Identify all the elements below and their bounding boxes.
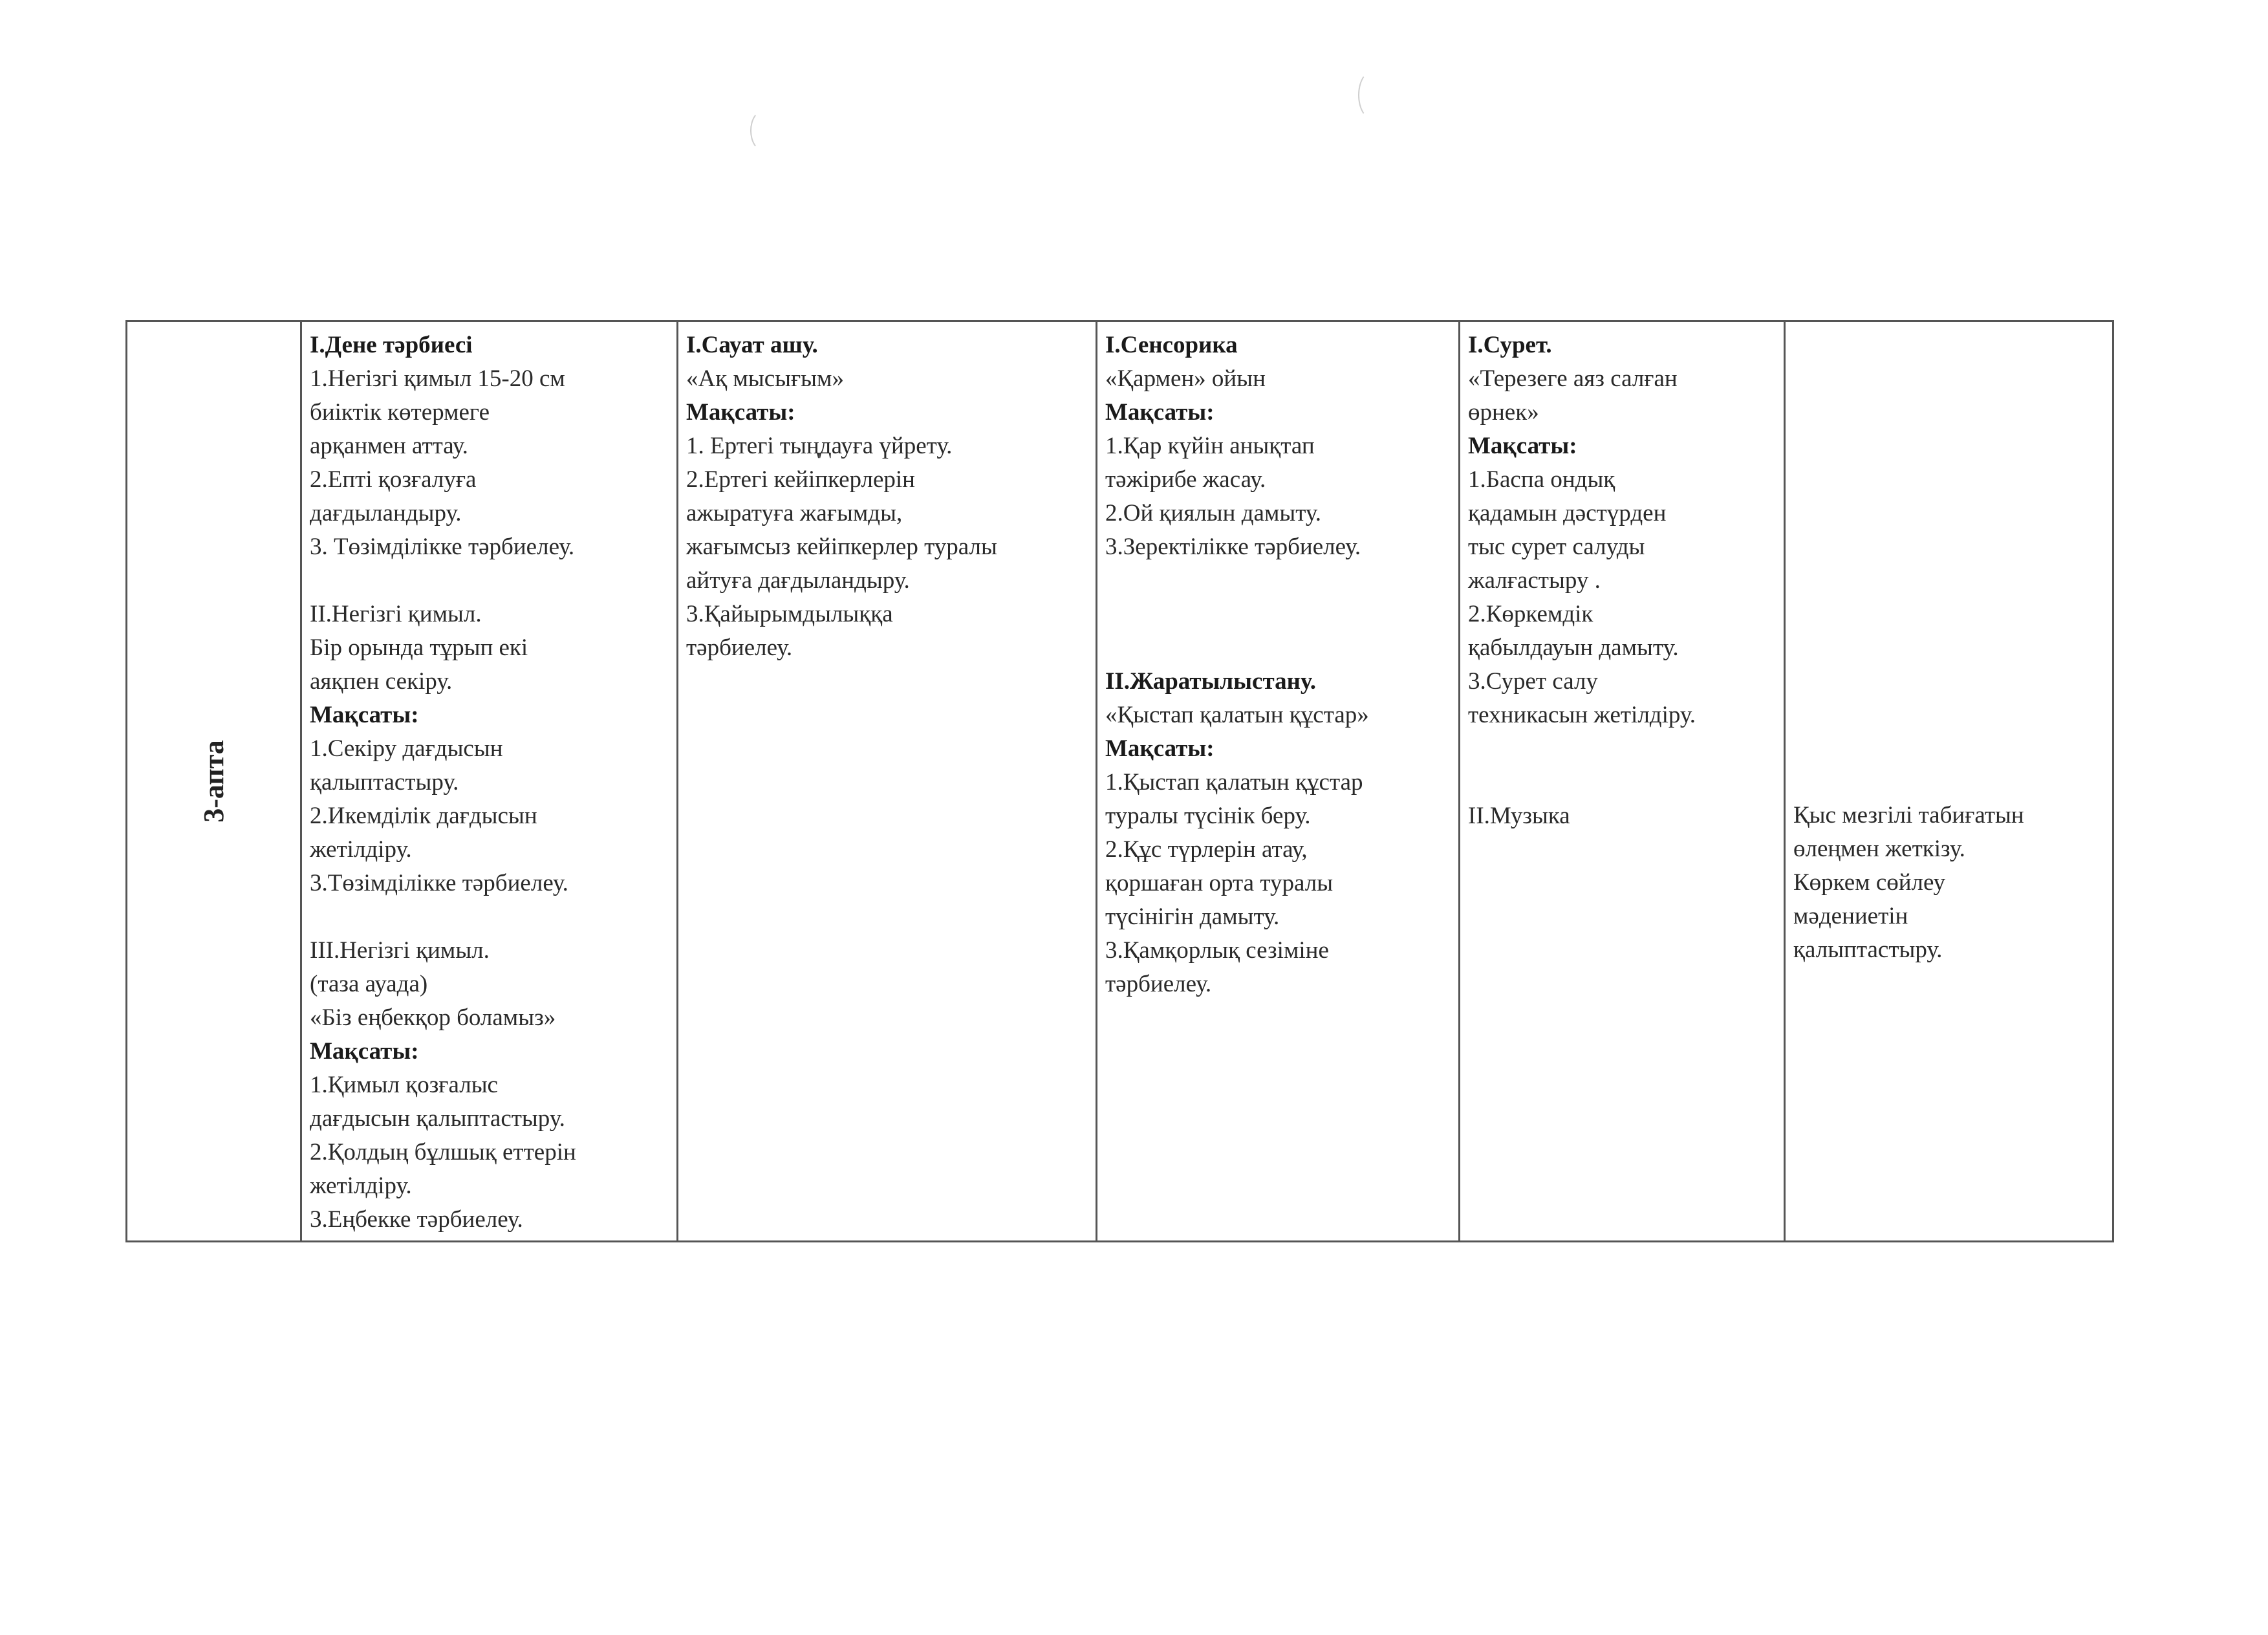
text-line: 1.Секіру дағдысын — [310, 735, 503, 762]
section-heading: Мақсаты: — [310, 702, 419, 728]
section-heading: І.Сурет. — [1468, 332, 1552, 358]
text-line: қадамын дәстүрден — [1468, 500, 1667, 526]
text-line: 2.Құс түрлерін атау, — [1105, 836, 1308, 863]
text-line: қоршаған орта туралы — [1105, 870, 1334, 896]
text-line: биіктік көтермеге — [310, 399, 490, 426]
section-heading: Мақсаты: — [310, 1038, 419, 1065]
text-line: тыс сурет салуды — [1468, 534, 1645, 560]
text-line: айтуға дағдыландыру. — [686, 567, 910, 594]
text-line: «Біз еңбекқор боламыз» — [310, 1004, 556, 1031]
section-heading: ІІ.Жаратылыстану. — [1105, 668, 1316, 695]
text-line: 3.Қамқорлық сезіміне — [1105, 937, 1329, 964]
week-label: 3-апта — [197, 740, 230, 823]
text-line: 3.Төзімділікке тәрбиелеу. — [310, 870, 568, 896]
sensory-nature-cell — [1097, 321, 1460, 1242]
text-line: «Қыстап қалатын құстар» — [1105, 702, 1369, 728]
lesson-plan-table — [125, 320, 2114, 1242]
text-line: Қыс мезгілі табиғатын — [1793, 802, 2024, 828]
text-line: мәдениетін — [1793, 903, 1908, 929]
text-line: техникасын жетілдіру. — [1468, 702, 1696, 728]
text-line: ІІ.Музыка — [1468, 803, 1570, 829]
text-line: жалғастыру . — [1468, 567, 1601, 594]
spacer — [310, 900, 669, 934]
section-heading: Мақсаты: — [1468, 433, 1577, 459]
text-line: 3.Еңбекке тәрбиелеу. — [310, 1206, 523, 1233]
text-line: 1. Ертегі тыңдауға үйрету. — [686, 433, 953, 459]
text-line: 3. Төзімділікке тәрбиелеу. — [310, 534, 575, 560]
section-heading: Мақсаты: — [1105, 735, 1215, 762]
text-line: 3.Қайырымдылыққа — [686, 601, 893, 627]
text-line: «Қармен» ойын — [1105, 365, 1266, 392]
text-line: ІІІ.Негізгі қимыл. — [310, 937, 490, 964]
text-line: 2.Ертегі кейіпкерлерін — [686, 466, 915, 493]
text-line: 1.Қыстап қалатын құстар — [1105, 769, 1363, 796]
text-line: 1.Қимыл қозғалыс — [310, 1072, 498, 1098]
spacer — [1105, 564, 1451, 665]
text-line: (таза ауада) — [310, 971, 428, 997]
text-line: қабылдауын дамыту. — [1468, 634, 1679, 661]
text-line: Бір орында тұрып екі — [310, 634, 528, 661]
section-heading: І.Дене тәрбиесі — [310, 332, 473, 358]
section-heading: Мақсаты: — [1105, 399, 1215, 426]
text-line: тәрбиелеу. — [1105, 971, 1212, 997]
text-line: ІІ.Негізгі қимыл. — [310, 601, 482, 627]
text-line: 3.Сурет салу — [1468, 668, 1598, 695]
text-line: жетілдіру. — [310, 836, 412, 863]
text-line: қалыптастыру. — [310, 769, 459, 796]
text-line: 2.Көркемдік — [1468, 601, 1593, 627]
text-line: жағымсыз кейіпкерлер туралы — [686, 534, 997, 560]
section-heading: І.Сауат ашу. — [686, 332, 818, 358]
text-line: Көркем сөйлеу — [1793, 869, 1946, 896]
physical-education-cell — [301, 321, 678, 1242]
spacer — [310, 564, 669, 598]
text-line: 1.Баспа ондық — [1468, 466, 1615, 493]
text-line: қалыптастыру. — [1793, 937, 1943, 963]
text-line: өлеңмен жеткізу. — [1793, 836, 1965, 862]
text-line: «Ақ мысығым» — [686, 365, 844, 392]
text-line: 2.Икемділік дағдысын — [310, 803, 537, 829]
poetry-cell — [1785, 321, 2113, 1242]
text-line: тәрбиелеу. — [686, 634, 793, 661]
text-line: тәжірибе жасау. — [1105, 466, 1266, 493]
drawing-music-cell — [1460, 321, 1785, 1242]
text-line: 1.Қар күйін анықтап — [1105, 433, 1315, 459]
section-heading: Мақсаты: — [686, 399, 795, 426]
text-line: 2.Ой қиялын дамыту. — [1105, 500, 1321, 526]
week-cell — [127, 321, 301, 1242]
text-line: 3.Зеректілікке тәрбиелеу. — [1105, 534, 1361, 560]
text-line: дағдысын қалыптастыру. — [310, 1105, 565, 1132]
scan-mark — [1358, 71, 1385, 119]
text-line: «Терезеге аяз салған — [1468, 365, 1678, 392]
text-line: 2.Қолдың бұлшық еттерін — [310, 1139, 576, 1165]
text-line: дағдыландыру. — [310, 500, 462, 526]
section-heading: І.Сенсорика — [1105, 332, 1238, 358]
text-line: жетілдіру. — [310, 1173, 412, 1199]
text-line: ажыратуға жағымды, — [686, 500, 903, 526]
literacy-cell — [678, 321, 1097, 1242]
text-line: 2.Епті қозғалуға — [310, 466, 477, 493]
text-line: аяқпен секіру. — [310, 668, 453, 695]
scan-mark — [750, 110, 777, 151]
text-line: түсінігін дамыту. — [1105, 904, 1280, 930]
text-line: 1.Негізгі қимыл 15-20 см — [310, 365, 565, 392]
table-row — [127, 321, 2113, 1242]
text-line: өрнек» — [1468, 399, 1539, 426]
spacer — [1468, 732, 1776, 799]
text-line: туралы түсінік беру. — [1105, 803, 1311, 829]
text-line: арқанмен аттау. — [310, 433, 468, 459]
